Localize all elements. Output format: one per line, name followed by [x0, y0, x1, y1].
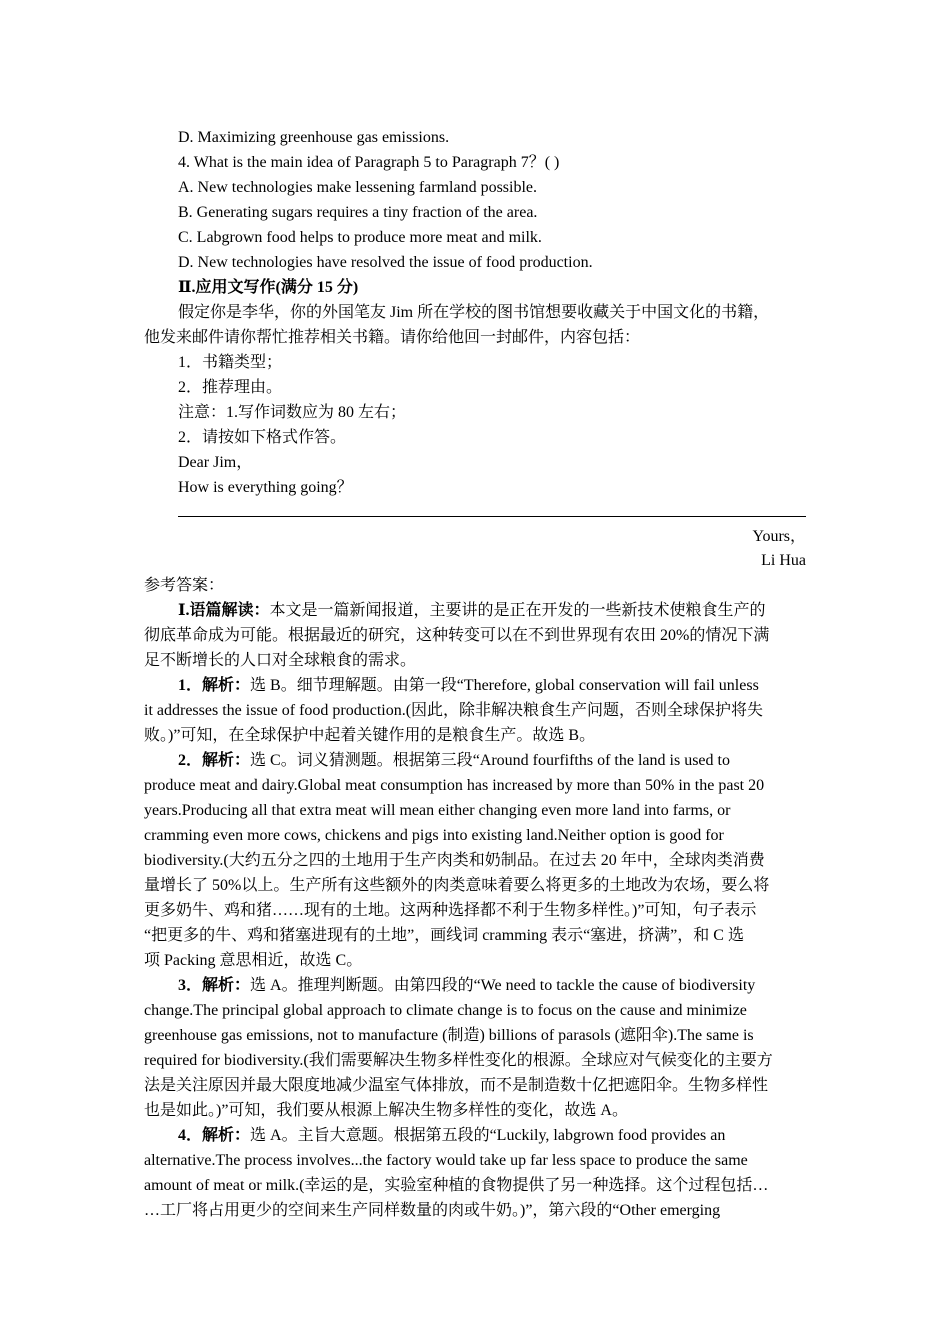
- answer2-line5: biodiversity.(大约五分之四的土地用于生产肉类和奶制品。在过去 20 年中，全球肉类消费: [144, 852, 765, 869]
- writing-heading: Ⅱ.应用文写作(满分 15 分): [178, 279, 359, 296]
- answer4-line2: alternative.The process involves...the factory would take up far less space to produce the same: [144, 1152, 748, 1169]
- answer2-line3: years.Producing all that extra meat will mean either changing even more land into farms, or: [144, 802, 731, 819]
- letter-closing: Yours，: [752, 528, 806, 545]
- answers-title: 参考答案：: [144, 577, 225, 594]
- writing-note2: 2．请按如下格式作答。: [178, 429, 347, 446]
- answer2-label: 2．解析：: [178, 752, 251, 769]
- answer4-text-1: 选 A。主旨大意题。根据第五段的“Luckily, labgrown food provides an: [250, 1127, 726, 1144]
- answer3-line2: change.The principal global approach to climate change is to focus on the cause and minimize: [144, 1002, 747, 1019]
- answer1-line2: it addresses the issue of food production.(因此，除非解决粮食生产问题，否则全球保护将失: [144, 702, 764, 719]
- answers-intro-line3: 足不断增长的人口对全球粮食的需求。: [144, 652, 417, 669]
- answer3-line5: 法是关注原因并最大限度地减少温室气体排放，而不是制造数十亿把遮阳伞。生物多样性: [144, 1077, 769, 1094]
- q3-option-d: D. Maximizing greenhouse gas emissions.: [178, 129, 450, 146]
- answer3-line3: greenhouse gas emissions, not to manufacture (制造) billions of parasols (遮阳伞).The same is: [144, 1027, 754, 1044]
- answer2-text-1: 选 C。词义猜测题。根据第三段“Around fourfifths of the land is used to: [250, 752, 730, 769]
- answer1-line1: [178, 673, 759, 698]
- answer4-line4: …工厂将占用更少的空间来生产同样数量的肉或牛奶。)”，第六段的“Other emerging: [144, 1202, 721, 1219]
- answer3-line4: required for biodiversity.(我们需要解决生物多样性变化的根源。全球应对气候变化的主要方: [144, 1052, 773, 1069]
- answer2-line2: produce meat and dairy.Global meat consumption has increased by more than 50% in the past 20: [144, 777, 765, 794]
- letter-opening: How is everything going？: [178, 479, 353, 496]
- q4-option-c: C. Labgrown food helps to produce more meat and milk.: [178, 229, 542, 246]
- answers-intro-line2: 彻底革命成为可能。根据最近的研究，这种转变可以在不到世界现有农田 20%的情况下满: [144, 627, 770, 644]
- answer1-label: 1．解析：: [178, 677, 251, 694]
- q4-option-d: D. New technologies have resolved the issue of food production.: [178, 254, 593, 271]
- writing-note1: 注意：1.写作词数应为 80 左右；: [178, 404, 407, 421]
- answer3-line1: [178, 973, 755, 998]
- answers-intro-line1: [178, 598, 806, 623]
- q4-option-a: A. New technologies make lessening farmland possible.: [178, 179, 538, 196]
- writing-item2: 2．推荐理由。: [178, 379, 283, 396]
- answer3-text-1: 选 A。推理判断题。由第四段的“We need to tackle the cause of biodiversity: [250, 977, 756, 994]
- answer2-line7: 更多奶牛、鸡和猪……现有的土地。这两种选择都不利于生物多样性。)”可知，句子表示: [144, 902, 757, 919]
- letter-signature: Li Hua: [761, 552, 806, 569]
- answer2-line9: 项 Packing 意思相近，故选 C。: [144, 952, 363, 969]
- letter-greeting: Dear Jim，: [178, 454, 253, 471]
- answer2-line8: “把更多的牛、鸡和猪塞进现有的土地”，画线词 cramming 表示“塞进，挤满”，和 C 选: [144, 927, 744, 944]
- writing-prompt-line1: 假定你是李华，你的外国笔友 Jim 所在学校的图书馆想要收藏关于中国文化的书籍，: [178, 304, 770, 321]
- q4-stem: 4. What is the main idea of Paragraph 5 to Paragraph 7？( ): [178, 154, 560, 171]
- answer1-line3: 败。)”可知，在全球保护中起着关键作用的是粮食生产。故选 B。: [144, 727, 596, 744]
- answer2-line1: [178, 748, 730, 773]
- answer4-label: 4．解析：: [178, 1127, 251, 1144]
- intro-label: Ⅰ.语篇解读：: [178, 602, 270, 619]
- writing-prompt-line2: 他发来邮件请你帮忙推荐相关书籍。请你给他回一封邮件，内容包括：: [144, 329, 641, 346]
- answer3-line6: 也是如此。)”可知，我们要从根源上解决生物多样性的变化，故选 A。: [144, 1102, 628, 1119]
- intro-text-1: 本文是一篇新闻报道，主要讲的是正在开发的一些新技术使粮食生产的: [269, 602, 766, 619]
- answer1-text-1: 选 B。细节理解题。由第一段“Therefore, global conservation will fail unless: [250, 677, 759, 694]
- answer2-line4: cramming even more cows, chickens and pigs into existing land.Neither option is good for: [144, 827, 724, 844]
- answer4-line3: amount of meat or milk.(幸运的是，实验室种植的食物提供了另一种选择。这个过程包括…: [144, 1177, 769, 1194]
- answer4-line1: [178, 1123, 725, 1148]
- q4-option-b: B. Generating sugars requires a tiny fraction of the area.: [178, 204, 538, 221]
- writing-answer-line: [178, 516, 806, 517]
- answer3-label: 3．解析：: [178, 977, 251, 994]
- writing-item1: 1．书籍类型；: [178, 354, 283, 371]
- answer2-line6: 量增长了 50%以上。生产所有这些额外的肉类意味着要么将更多的土地改为农场，要么将: [144, 877, 770, 894]
